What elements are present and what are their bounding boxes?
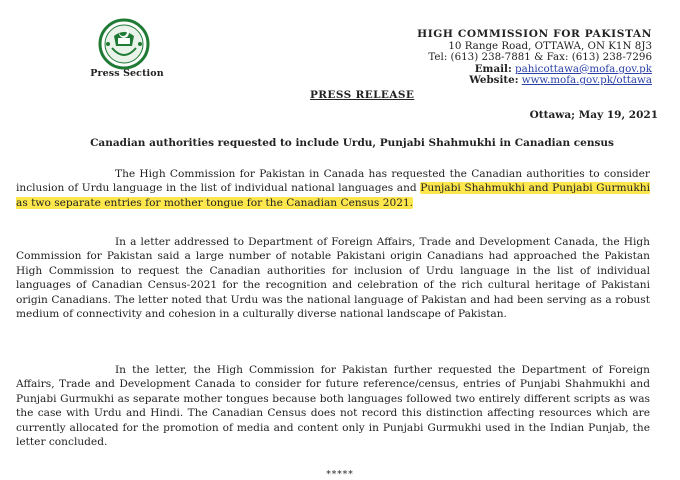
email-link[interactable]: pahicottawa@mofa.gov.pk <box>515 62 652 75</box>
website-label: Website: <box>469 74 519 87</box>
press-section-label: Press Section <box>90 68 164 79</box>
end-mark: ***** <box>326 470 354 480</box>
paragraph-1-text: The High Commission for Pakistan in Canada has requested the Canadian authorities to consider inclusion of Urdu language in the list of individual national languages and <box>16 168 650 195</box>
letterhead <box>290 29 652 87</box>
website-line <box>290 75 652 87</box>
organization-name: HIGH COMMISSION FOR PAKISTAN <box>417 28 652 40</box>
pakistan-emblem-logo <box>92 18 156 70</box>
paragraph-3: In the letter, the High Commission for Pakistan further requested the Department of Foreign Affairs, Trade and Development Canada to consider for future reference/census, entries of Punjabi Shahmukhi and Punjabi Gurmukhi as separate mother tongues because both languages followed two entirely different scripts as was the case with Urdu and Hindi. The Canadian Census does not record this distinction affecting resources which are currently allocated for the promotion of media and content only in Punjabi Gurmukhi used in the Indian Punjab, the letter concluded. <box>16 364 650 449</box>
dateline: Ottawa; May 19, 2021 <box>529 109 658 121</box>
email-label: Email: <box>474 62 512 75</box>
telephone-fax: Tel: (613) 238-7881 & Fax: (613) 238-7296 <box>428 51 652 64</box>
website-link[interactable]: www.mofa.gov.pk/ottawa <box>521 74 652 87</box>
press-release-heading: PRESS RELEASE <box>310 89 415 101</box>
highlighted-text: Punjabi Shahmukhi and Punjabi Gurmukhi as two separate entries for mother tongue for the Canadian Census 2021. <box>16 182 651 209</box>
paragraph-2: In a letter addressed to Department of Foreign Affairs, Trade and Development Canada, the High Commission for Pakistan said a large number of notable Pakistani origin Canadians had approached the Pakistan High Commission to request the Canadian authorities for inclusion of Urdu language in the list of individual languages of Canadian Census-2021 for the recognition and celebration of the rich cultural heritage of Pakistani origin Canadians. The letter noted that Urdu was the national language of Pakistan and had been serving as a robust medium of connectivity and cohesion in a culturally diverse national landscape of Pakistan. <box>16 236 650 321</box>
document-title: Canadian authorities requested to include Urdu, Punjabi Shahmukhi in Canadian census <box>90 137 614 149</box>
address: 10 Range Road, OTTAWA, ON K1N 8J3 <box>448 39 652 52</box>
paragraph-1 <box>16 167 650 210</box>
